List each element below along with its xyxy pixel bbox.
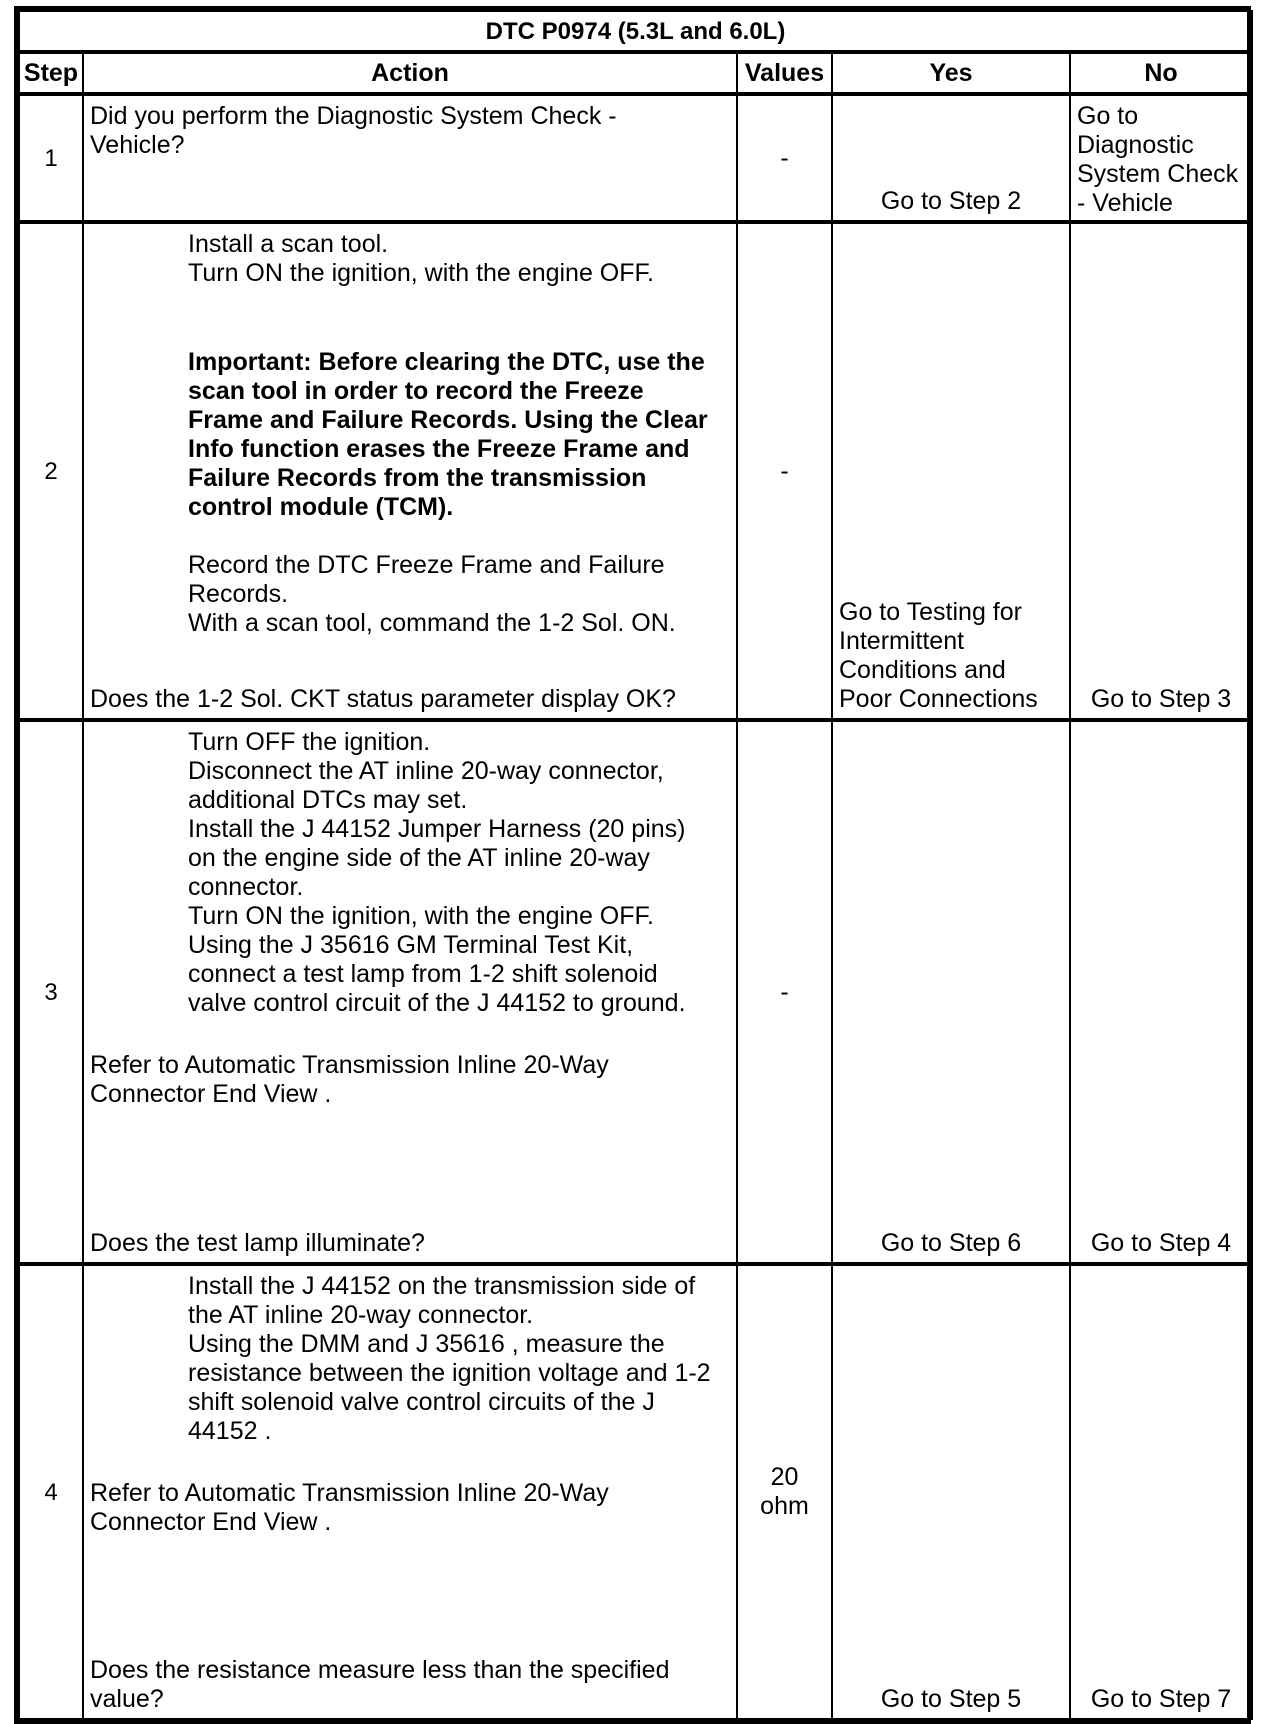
table-title: DTC P0974 (5.3L and 6.0L): [19, 11, 1252, 52]
action-question: Does the test lamp illuminate?: [90, 1229, 425, 1257]
step-number: 3: [19, 720, 83, 1264]
refer-note: Refer to Automatic Transmission Inline 20-Way Connector End View .: [90, 1479, 609, 1536]
yes-result: Go to Step 6: [880, 1229, 1022, 1257]
action-step: Turn ON the ignition, with the engine OFF.: [188, 902, 654, 930]
action-step: additional DTCs may set.: [188, 786, 468, 814]
action-cell: [83, 222, 737, 720]
no-result: Go to: [1077, 102, 1139, 130]
no-cell: [1070, 720, 1252, 1264]
action-step: Record the DTC Freeze Frame and Failure: [188, 551, 665, 579]
action-step: resistance between the ignition voltage and 1-2: [188, 1359, 711, 1387]
table-row: [19, 222, 1252, 720]
action-question: Vehicle?: [90, 131, 185, 159]
value-unit: ohm: [760, 1492, 809, 1520]
yes-result: Go to Step 5: [880, 1685, 1022, 1713]
diagnostic-table-document: [14, 6, 1251, 1724]
action-step: Install the J 44152 on the transmission side of: [188, 1272, 696, 1300]
action-step: 44152 .: [188, 1417, 272, 1445]
action-step: the AT inline 20-way connector.: [188, 1301, 534, 1329]
action-step: Disconnect the AT inline 20-way connector,: [188, 757, 664, 785]
header-values: Values: [737, 52, 832, 94]
yes-cell: [832, 94, 1070, 222]
values-cell: -: [737, 94, 832, 222]
action-step: Install the J 44152 Jumper Harness (20 pins): [188, 815, 686, 843]
yes-cell: [832, 720, 1070, 1264]
yes-cell: [832, 1264, 1070, 1719]
step-number: 1: [19, 94, 83, 222]
yes-result: Go to Testing for Intermittent Conditions and Poor Connections: [839, 598, 1038, 713]
table-row: [19, 720, 1252, 1264]
action-question: Did you perform the Diagnostic System Check -: [90, 102, 617, 130]
values-cell: -: [737, 720, 832, 1264]
step-number: 2: [19, 222, 83, 720]
action-step: on the engine side of the AT inline 20-way: [188, 844, 650, 872]
action-step: connector.: [188, 873, 304, 901]
no-result: System Check: [1077, 160, 1239, 188]
no-cell: [1070, 222, 1252, 720]
action-step: connect a test lamp from 1-2 shift solenoid: [188, 960, 658, 988]
value-number: 20: [770, 1463, 799, 1491]
yes-result: Go to Step 2: [880, 187, 1022, 215]
header-action: Action: [83, 52, 737, 94]
no-cell: [1070, 1264, 1252, 1719]
action-question: Does the 1-2 Sol. CKT status parameter display OK?: [90, 685, 676, 713]
action-step: Using the DMM and J 35616 , measure the: [188, 1330, 665, 1358]
values-cell: [737, 1264, 832, 1719]
important-note: Important: Before clearing the DTC, use the scan tool in order to record the Freeze Frame and Failure Records. Using the Clear Info function erases the Freeze Frame and Failure Records from the transmission control module (TCM).: [188, 348, 708, 521]
action-step: Turn ON the ignition, with the engine OFF.: [188, 259, 654, 287]
table-row: [19, 1264, 1252, 1719]
action-step: Using the J 35616 GM Terminal Test Kit,: [188, 931, 634, 959]
table-row: [19, 94, 1252, 222]
action-step: valve control circuit of the J 44152 to ground.: [188, 989, 686, 1017]
action-step: Records.: [188, 580, 289, 608]
action-cell: [83, 94, 737, 222]
no-result: - Vehicle: [1077, 189, 1173, 217]
action-cell: [83, 1264, 737, 1719]
action-step: Turn OFF the ignition.: [188, 728, 431, 756]
values-cell: -: [737, 222, 832, 720]
refer-note: Refer to Automatic Transmission Inline 20-Way Connector End View .: [90, 1051, 609, 1108]
action-step: Install a scan tool.: [188, 230, 389, 258]
yes-cell: [832, 222, 1070, 720]
diagnostic-table: [18, 10, 1253, 1720]
header-no: No: [1070, 52, 1252, 94]
header-yes: Yes: [832, 52, 1070, 94]
header-row: [19, 52, 1252, 94]
no-cell: [1070, 94, 1252, 222]
no-result: Diagnostic: [1077, 131, 1194, 159]
no-result: Go to Step 3: [1090, 685, 1232, 713]
no-result: Go to Step 7: [1090, 1685, 1232, 1713]
step-number: 4: [19, 1264, 83, 1719]
header-step: Step: [19, 52, 83, 94]
no-result: Go to Step 4: [1090, 1229, 1232, 1257]
action-cell: [83, 720, 737, 1264]
action-step: shift solenoid valve control circuits of the J: [188, 1388, 655, 1416]
action-question: Does the resistance measure less than the specified value?: [90, 1656, 670, 1713]
action-step: With a scan tool, command the 1-2 Sol. ON.: [188, 609, 676, 637]
